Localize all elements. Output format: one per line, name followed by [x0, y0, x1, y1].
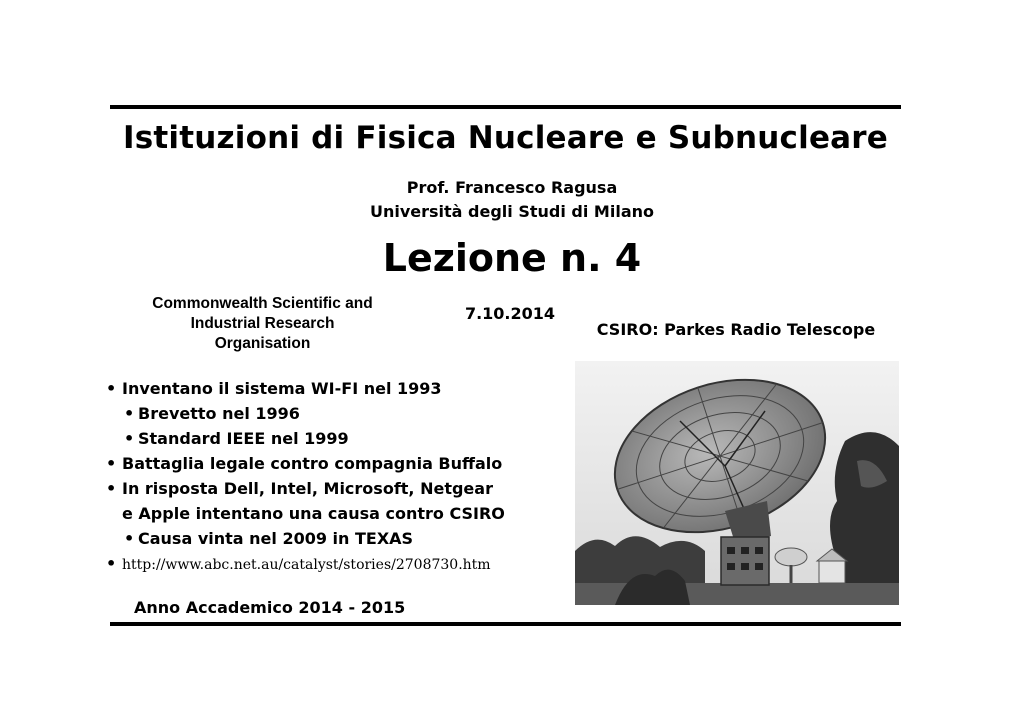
bullet-icon: • — [106, 379, 117, 398]
sub-bullet-item: • Standard IEEE nel 1999 — [104, 426, 564, 451]
author-name: Prof. Francesco Ragusa — [406, 178, 618, 197]
top-rule — [110, 105, 901, 109]
bullet-item: • In risposta Dell, Intel, Microsoft, Netgear — [104, 476, 564, 501]
organisation-line-3: Organisation — [214, 335, 311, 352]
radio-telescope-illustration — [575, 361, 899, 605]
academic-year: Anno Accademico 2014 - 2015 — [134, 598, 406, 617]
reference-link[interactable]: http://www.abc.net.au/catalyst/stories/2708730.htm — [122, 557, 491, 573]
sub-bullet-item: • Brevetto nel 1996 — [104, 401, 564, 426]
organisation-line-1: Commonwealth Scientific and — [152, 295, 373, 312]
bullet-icon: • — [124, 404, 135, 423]
course-title: Istituzioni di Fisica Nucleare e Subnucleare — [122, 120, 888, 156]
reference-link-item — [104, 551, 564, 578]
organisation-line-2: Industrial Research — [190, 315, 335, 332]
organisation-name — [130, 294, 395, 354]
sub-bullet-item: • Causa vinta nel 2009 in TEXAS — [104, 526, 564, 551]
photo-caption: CSIRO: Parkes Radio Telescope — [596, 320, 876, 339]
bullet-icon: • — [124, 529, 135, 548]
bottom-rule — [110, 622, 901, 626]
bullet-icon: • — [124, 429, 135, 448]
author-block — [300, 176, 724, 224]
bullet-icon: • — [106, 479, 117, 498]
radio-telescope-photo — [575, 361, 899, 605]
bullet-list — [104, 376, 564, 578]
bullet-icon: • — [106, 554, 117, 573]
author-affiliation: Università degli Studi di Milano — [369, 202, 654, 221]
bullet-item: • Inventano il sistema WI-FI nel 1993 — [104, 376, 564, 401]
lesson-number: Lezione n. 4 — [382, 236, 642, 280]
bullet-icon: • — [106, 454, 117, 473]
lesson-date: 7.10.2014 — [464, 304, 556, 323]
bullet-item: • Battaglia legale contro compagnia Buffalo — [104, 451, 564, 476]
bullet-continuation: e Apple intentano una causa contro CSIRO — [122, 504, 505, 523]
